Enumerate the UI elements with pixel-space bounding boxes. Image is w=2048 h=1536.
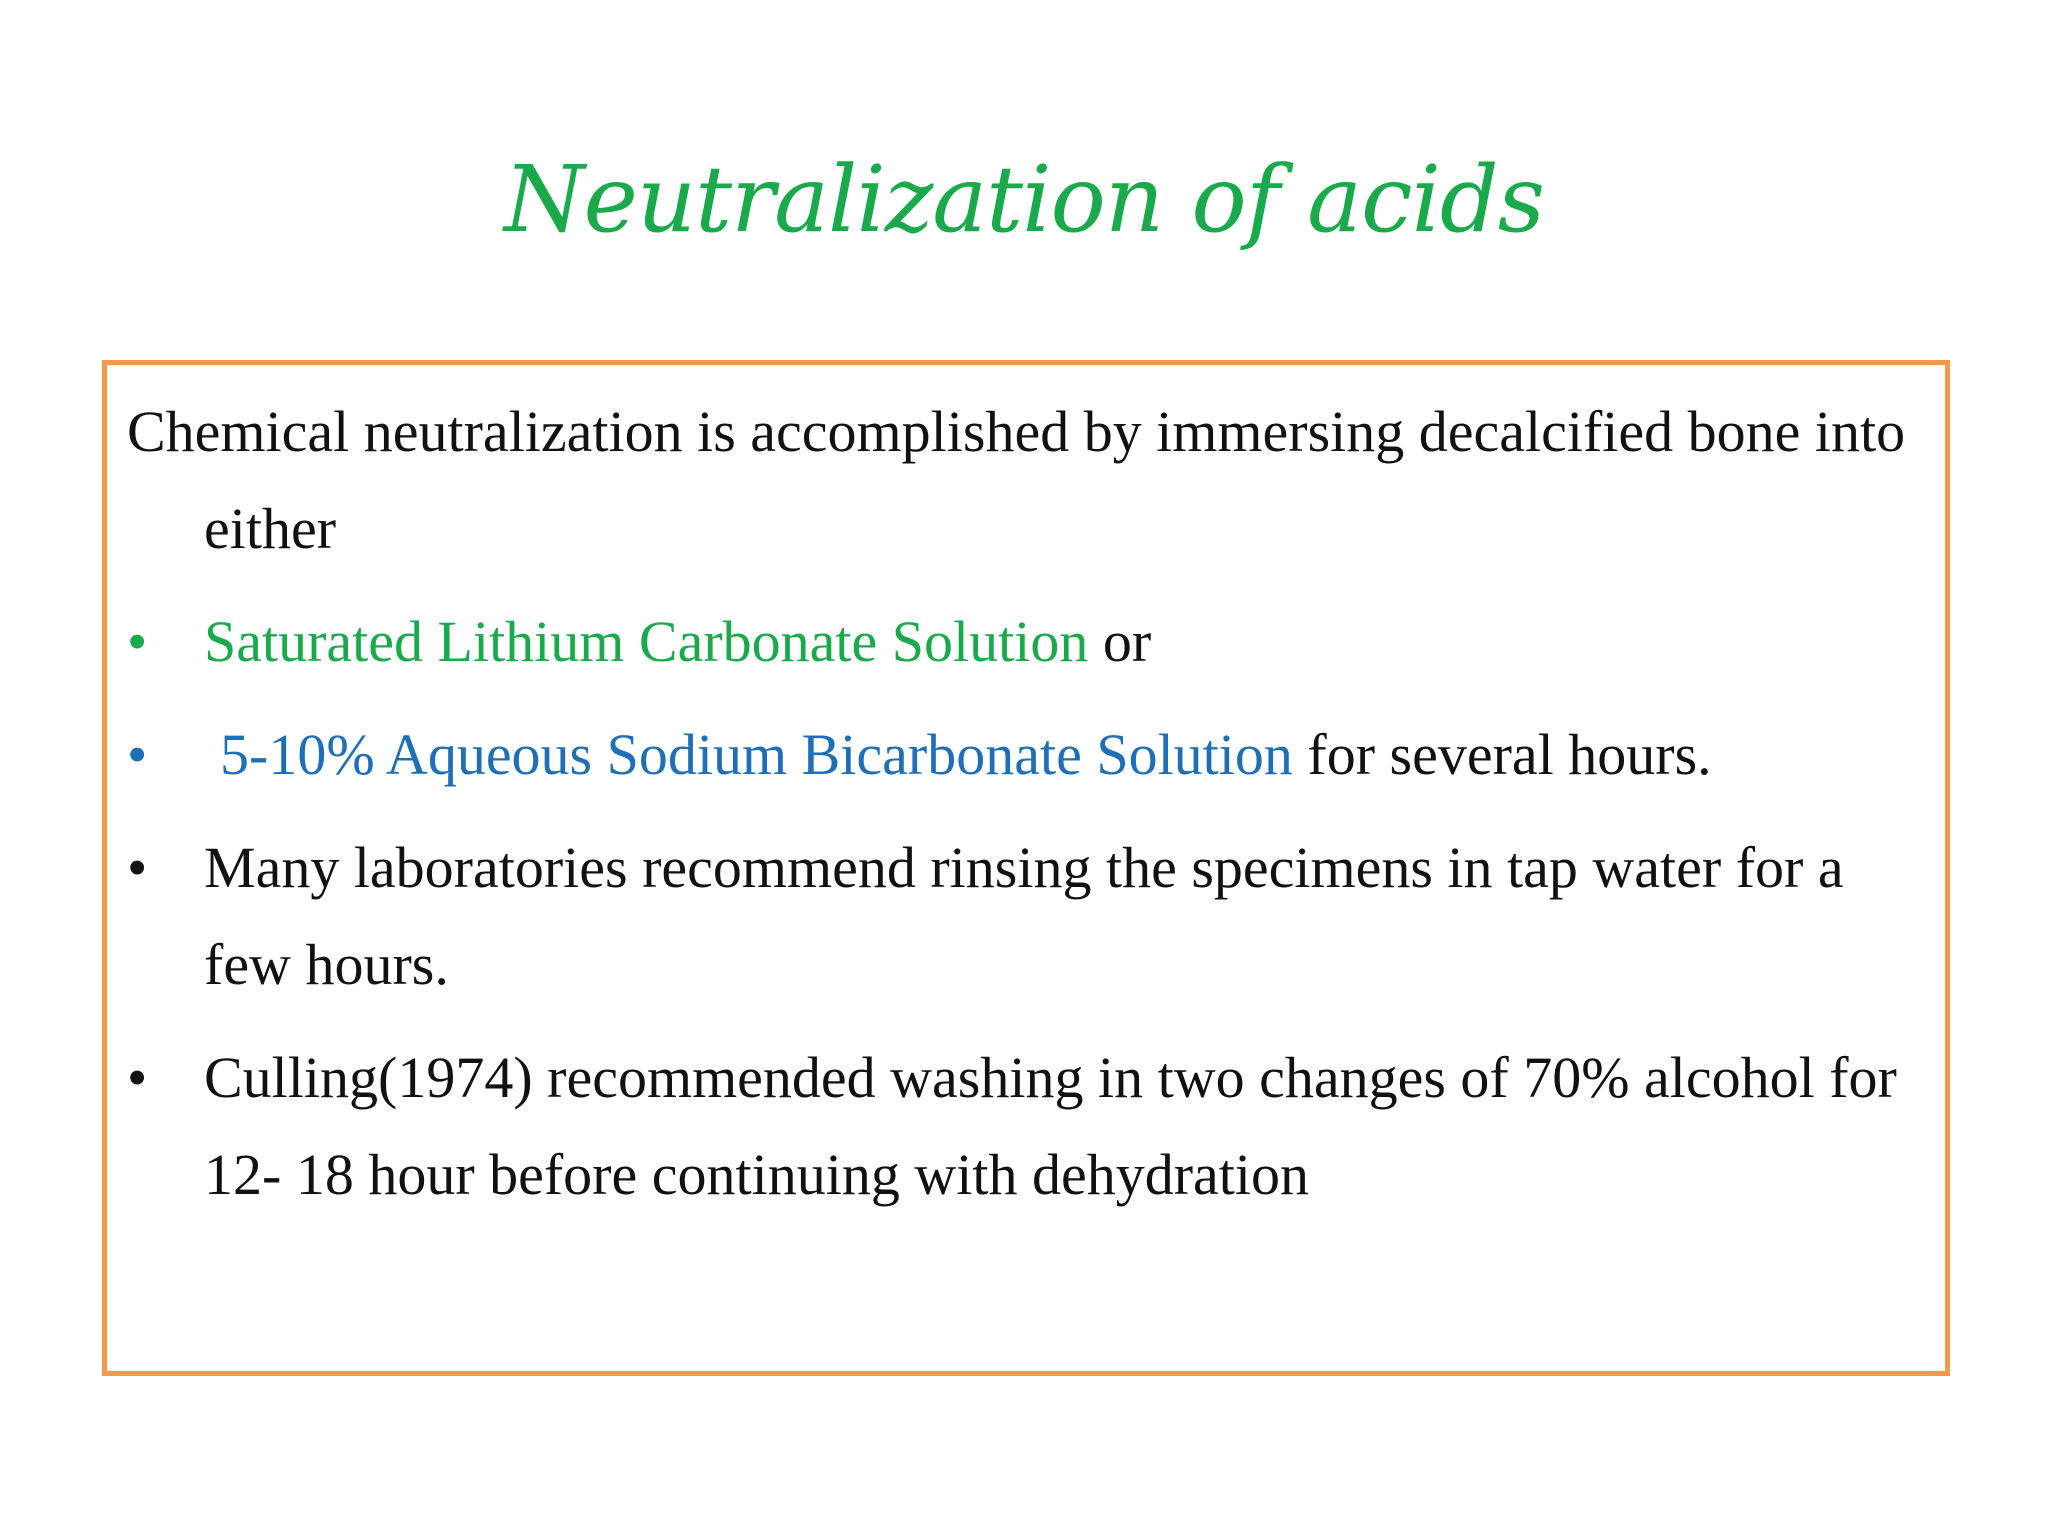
- culling-text: Culling(1974) recommended washing in two changes of 70% alcohol for 12- 18 hour before continuing with dehydration: [204, 1045, 1897, 1207]
- bullet-item-bicarbonate: [127, 706, 1927, 803]
- bullet-rest-text: or: [1088, 609, 1152, 674]
- bullet-marker: •: [127, 722, 148, 787]
- body-text: [127, 383, 1927, 1239]
- bullet-item-lithium: [127, 593, 1927, 690]
- rinsing-text: Many laboratories recommend rinsing the specimens in tap water for a few hours.: [204, 835, 1844, 997]
- bullet-item-rinsing: [127, 819, 1927, 1013]
- bullet-marker: •: [127, 1045, 148, 1110]
- sodium-bicarbonate-text: 5-10% Aqueous Sodium Bicarbonate Solution: [220, 722, 1293, 787]
- bullet-item-culling: [127, 1029, 1927, 1223]
- intro-paragraph: Chemical neutralization is accomplished by immersing decalcified bone into either: [127, 399, 1906, 561]
- lithium-carbonate-text: Saturated Lithium Carbonate Solution: [204, 609, 1089, 674]
- content-box: [102, 360, 1950, 1376]
- slide-title: Neutralization of acids: [503, 146, 1545, 253]
- bullet-marker: •: [127, 609, 148, 674]
- bullet-marker: •: [127, 835, 148, 900]
- bullet-rest-text: for several hours.: [1292, 722, 1712, 787]
